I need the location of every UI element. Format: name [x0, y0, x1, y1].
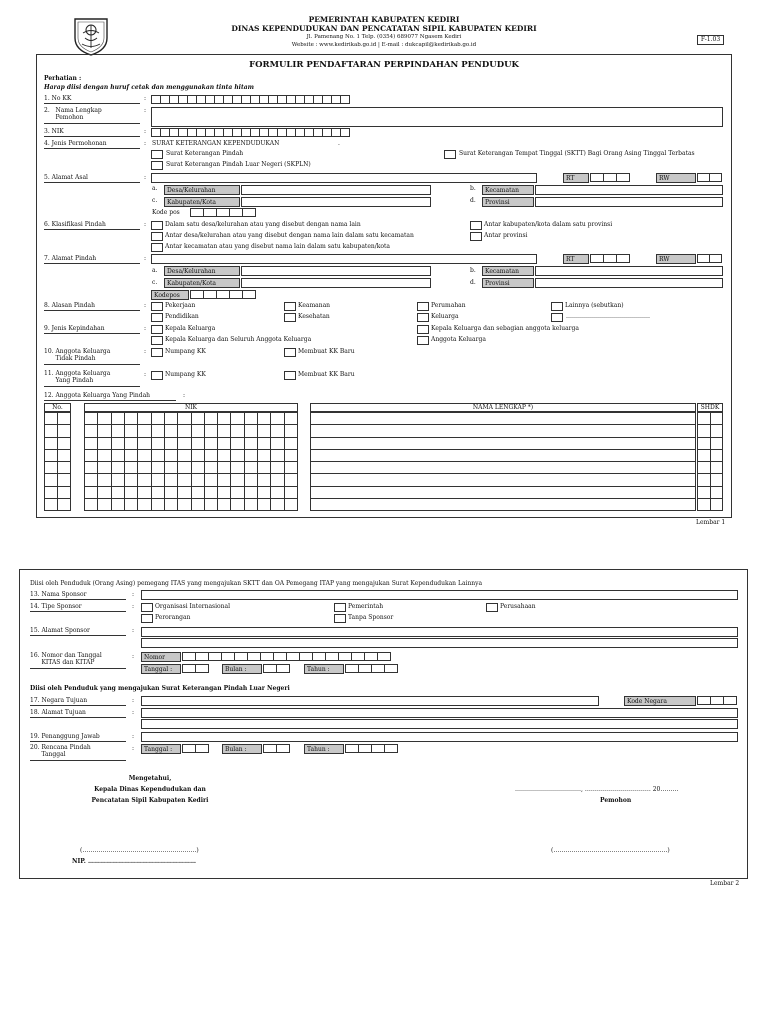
colon: : — [132, 733, 135, 740]
tipe-pemerintah-checkbox[interactable] — [334, 603, 346, 612]
negara-tujuan-field[interactable] — [141, 696, 599, 706]
notes-instruction: Harap diisi dengan huruf cetak dan menggunakan tinta hitam — [44, 84, 254, 91]
klas-o3-label: Antar kecamatan atau yang disebut nama lain dalam satu kabupaten/kota — [165, 243, 391, 250]
colon: : — [144, 140, 147, 147]
desa-asal-field[interactable] — [241, 185, 431, 195]
nama-pemohon-label: 2. Nama Lengkap Pemohon — [44, 108, 140, 124]
sig-nip[interactable]: NIP. ……………………………………………… — [72, 858, 196, 865]
s13-label: 13. Nama Sponsor — [30, 592, 126, 600]
alamat-pindah-label: 7. Alamat Pindah — [44, 256, 140, 264]
desa-pindah-field[interactable] — [241, 266, 431, 276]
s16-label: 16. Nomor dan Tanggal KITAS dan KITAP — [30, 653, 126, 669]
colon: : — [132, 653, 135, 660]
s18-label: 18. Alamat Tujuan — [30, 710, 126, 718]
alamat-asal-label: 5. Alamat Asal — [44, 175, 140, 183]
colon: : — [144, 95, 147, 102]
sig-pemohon-name[interactable]: (…………………………………………………) — [551, 847, 670, 854]
desa-label: Desa/Kelurahan — [167, 268, 216, 275]
item-a: a. — [152, 267, 158, 274]
kode-negara-label-box — [624, 696, 696, 706]
prov-pindah-label-box — [482, 278, 534, 288]
p2-intro: Diisi oleh Penduduk (Orang Asing) pemegang ITAS yang mengajukan SKTT dan OA Pemegang ITAP yang mengajukan Surat Kependudukan Lainnya — [30, 580, 483, 587]
alasan-keamanan-label: Keamanan — [298, 302, 331, 309]
akt-baru-label: Membuat KK Baru — [298, 348, 355, 355]
alasan-pendidikan-label: Pendidikan — [165, 313, 199, 320]
akp-numpang-checkbox[interactable] — [151, 371, 163, 380]
tahun-label: Tahun : — [307, 666, 330, 673]
tipe-pemerintah-label: Pemerintah — [348, 603, 384, 610]
colon: : — [132, 745, 135, 752]
alasan-keamanan-checkbox[interactable] — [284, 302, 296, 311]
kodepos-label: Kodepos — [154, 292, 180, 299]
nik-field[interactable] — [151, 128, 349, 137]
rt-asal-field[interactable] — [590, 173, 629, 182]
col-no-header: No. — [44, 403, 71, 412]
colon: : — [144, 174, 147, 181]
rt-label-box — [563, 173, 589, 183]
kab-pindah-field[interactable] — [241, 278, 431, 288]
sig-pemohon: Pemohon — [600, 797, 632, 804]
rt-pindah-label-box — [563, 254, 589, 264]
nik-label: 3. NIK — [44, 129, 140, 137]
lembar-2-label: Lembar 2 — [710, 880, 740, 887]
form-code: F-1.03 — [697, 35, 724, 45]
prov-asal-field[interactable] — [535, 197, 723, 207]
dot: . — [338, 140, 340, 147]
sig-kadis-name[interactable]: (…………………………………………………) — [80, 847, 199, 854]
jk-o1-label: Kepala Keluarga — [165, 325, 216, 332]
rw-pindah-field[interactable] — [697, 254, 721, 263]
no-kk-label: 1. No KK — [44, 96, 140, 104]
no-kk-field[interactable] — [151, 95, 349, 104]
colon: : — [144, 325, 147, 332]
jk-o2-checkbox[interactable] — [151, 336, 163, 345]
kec-pindah-field[interactable] — [535, 266, 723, 276]
alasan-lainnya-dots[interactable]: …………………………………… — [566, 313, 650, 320]
colon: : — [144, 107, 147, 114]
item-b: b. — [470, 185, 476, 192]
alamat-tujuan-field-2[interactable] — [141, 719, 738, 729]
p2-intro2: Diisi oleh Penduduk yang mengajukan Surat Keterangan Pindah Luar Negeri — [30, 685, 290, 692]
alasan-perumahan-label: Perumahan — [431, 302, 466, 309]
tipe-perusahaan-label: Perusahaan — [500, 603, 536, 610]
akp-baru-checkbox[interactable] — [284, 371, 296, 380]
colon: : — [144, 221, 147, 228]
rencana-tahun-label-box — [304, 744, 344, 754]
colon: : — [144, 348, 147, 355]
opt-skpln-label: Surat Keterangan Pindah Luar Negeri (SKPLN) — [166, 161, 311, 168]
bulan-label: Bulan : — [225, 746, 247, 753]
item-d: d. — [470, 279, 476, 286]
alamat-sponsor-field-2[interactable] — [141, 638, 738, 648]
s15-label: 15. Alamat Sponsor — [30, 628, 126, 636]
kab-asal-field[interactable] — [241, 197, 431, 207]
tipe-perorangan-label: Perorangan — [155, 614, 191, 621]
prov-label: Provinsi — [485, 199, 510, 206]
nama-sponsor-field[interactable] — [141, 590, 738, 600]
kab-asal-label-box — [164, 197, 240, 207]
tahun-label-box — [304, 664, 344, 674]
s14-label: 14. Tipe Sponsor — [30, 604, 126, 612]
klas-o2-checkbox[interactable] — [151, 232, 163, 241]
jk-o3-checkbox[interactable] — [417, 325, 429, 334]
opt-sktt-label: Surat Keterangan Tempat Tinggal (SKTT) Bagi Orang Asing Tinggal Terbatas — [459, 150, 695, 157]
kode-negara-field[interactable] — [697, 696, 736, 705]
alasan-lainnya-label: Lainnya (sebutkan) — [565, 302, 624, 309]
rencana-tahun-field[interactable] — [345, 744, 397, 753]
sig-place-date[interactable]: ……………………………, …………………………… 20……… — [515, 786, 679, 793]
alasan-pekerjaan-checkbox[interactable] — [151, 302, 163, 311]
col-shdk-header: SHDK — [697, 403, 723, 412]
dept-address: Jl. Pamenang No. 1 Telp. (0354) 689077 Ngasem Kediri — [306, 34, 462, 40]
kab-label: Kabupaten/Kota — [167, 199, 216, 206]
dept-web: Website : www.kedirikab.go.id | E-mail : dukcapil@kedirikab.go.id — [291, 42, 477, 48]
klas-o5-checkbox[interactable] — [470, 232, 482, 241]
tipe-perorangan-checkbox[interactable] — [141, 614, 153, 623]
tipe-tanpa-checkbox[interactable] — [334, 614, 346, 623]
kodepos-asal-field[interactable] — [190, 208, 255, 217]
tanggal-label: Tanggal : — [144, 666, 173, 673]
alasan-keluarga-label: Keluarga — [431, 313, 459, 320]
col-nik-cells[interactable] — [84, 412, 298, 511]
s17-label: 17. Negara Tujuan — [30, 698, 126, 706]
nama-pemohon-field[interactable] — [151, 107, 723, 127]
jk-o3-label: Kepala Keluarga dan sebagian anggota keluarga — [431, 325, 579, 332]
alasan-keluarga-checkbox[interactable] — [417, 313, 429, 322]
col-nama-header: NAMA LENGKAP *) — [310, 403, 696, 412]
kec-asal-field[interactable] — [535, 185, 723, 195]
colon: : — [132, 709, 135, 716]
penanggung-jawab-field[interactable] — [141, 732, 738, 742]
tanggal-kitas-field[interactable] — [182, 664, 208, 673]
nomor-label: Nomor — [144, 654, 166, 661]
kec-pindah-label-box — [482, 266, 534, 276]
alamat-sponsor-field[interactable] — [141, 627, 738, 637]
klas-o4-checkbox[interactable] — [470, 221, 482, 230]
kec-label: Kecamatan — [485, 187, 519, 194]
alamat-tujuan-field[interactable] — [141, 708, 738, 718]
jenis-kepindahan-label: 9. Jenis Kepindahan — [44, 326, 140, 334]
lembar-1-label: Lembar 1 — [696, 519, 726, 526]
colon: : — [132, 603, 135, 610]
rencana-tanggal-field[interactable] — [182, 744, 208, 753]
bulan-label-box — [222, 664, 262, 674]
item-d: d. — [470, 197, 476, 204]
colon: : — [132, 591, 135, 598]
jenis-permohonan-value: SURAT KETERANGAN KEPENDUDUKAN — [152, 140, 280, 147]
col-shdk-cells[interactable] — [697, 412, 723, 511]
rencana-bulan-field[interactable] — [263, 744, 289, 753]
ak-tidak-pindah-label: 10. Anggota Keluarga Tidak Pindah — [44, 349, 140, 365]
klasifikasi-label: 6. Klasifikasi Pindah — [44, 222, 140, 230]
tanggal-label-box — [141, 664, 181, 674]
alasan-pendidikan-checkbox[interactable] — [151, 313, 163, 322]
alamat-asal-field[interactable] — [151, 173, 537, 183]
tipe-org-label: Organisasi Internasional — [155, 603, 231, 610]
klas-o3-checkbox[interactable] — [151, 243, 163, 252]
nomor-label-box — [141, 652, 181, 662]
opt-skp-label: Surat Keterangan Pindah — [166, 150, 244, 157]
kode-negara-label: Kode Negara — [627, 698, 667, 705]
prov-asal-label-box — [482, 197, 534, 207]
form-title: FORMULIR PENDAFTARAN PERPINDAHAN PENDUDUK — [249, 60, 519, 70]
ak-list-label: 12. Anggota Keluarga Yang Pindah — [44, 393, 176, 401]
klas-o1-checkbox[interactable] — [151, 221, 163, 230]
rw-label-box — [656, 173, 696, 183]
akt-numpang-label: Numpang KK — [165, 348, 206, 355]
kec-asal-label-box — [482, 185, 534, 195]
colon: : — [144, 371, 147, 378]
colon: : — [144, 255, 147, 262]
col-nama-cells[interactable] — [310, 412, 696, 511]
tipe-org-checkbox[interactable] — [141, 603, 153, 612]
bulan-kitas-field[interactable] — [263, 664, 289, 673]
rw-asal-field[interactable] — [697, 173, 721, 182]
kab-label: Kabupaten/Kota — [167, 280, 216, 287]
alasan-pindah-label: 8. Alasan Pindah — [44, 303, 140, 311]
opt-sktt-checkbox[interactable] — [444, 150, 456, 159]
tipe-perusahaan-checkbox[interactable] — [486, 603, 498, 612]
alasan-perumahan-checkbox[interactable] — [417, 302, 429, 311]
bulan-label: Bulan : — [225, 666, 247, 673]
kodepos-pindah-field[interactable] — [190, 290, 255, 299]
sig-mengetahui: Mengetahui, — [128, 775, 172, 782]
alasan-lainnya-checkbox[interactable] — [551, 302, 563, 311]
kodepos-asal-label: Kode pos — [152, 209, 180, 216]
alasan-kesehatan-label: Kesehatan — [298, 313, 330, 320]
alasan-pekerjaan-label: Pekerjaan — [165, 302, 196, 309]
nomor-kitas-field[interactable] — [182, 652, 390, 661]
tahun-label: Tahun : — [307, 746, 330, 753]
notes-label: Perhatian : — [44, 75, 82, 82]
rt-pindah-field[interactable] — [590, 254, 629, 263]
dept-name: DINAS KEPENDUDUKAN DAN PENCATATAN SIPIL KABUPATEN KEDIRI — [231, 24, 537, 33]
prov-label: Provinsi — [485, 280, 510, 287]
kab-pindah-label-box — [164, 278, 240, 288]
opt-skp-checkbox[interactable] — [151, 150, 163, 159]
akt-baru-checkbox[interactable] — [284, 348, 296, 357]
rt-label: RT — [566, 256, 575, 263]
kec-label: Kecamatan — [485, 268, 519, 275]
alasan-lainnya-field-checkbox[interactable] — [551, 313, 563, 322]
klas-o4-label: Antar kabupaten/kota dalam satu provinsi — [484, 221, 613, 228]
klas-o2-label: Antar desa/kelurahan atau yang disebut dengan nama lain dalam satu kecamatan — [165, 232, 414, 239]
tanggal-label: Tanggal : — [144, 746, 173, 753]
alamat-pindah-field[interactable] — [151, 254, 537, 264]
item-c: c. — [152, 279, 158, 286]
jk-o4-label: Anggota Keluarga — [431, 336, 486, 343]
item-b: b. — [470, 267, 476, 274]
rt-label: RT — [566, 175, 575, 182]
rencana-bulan-label-box — [222, 744, 262, 754]
item-c: c. — [152, 197, 158, 204]
akp-numpang-label: Numpang KK — [165, 371, 206, 378]
rw-pindah-label-box — [656, 254, 696, 264]
colon: : — [144, 128, 147, 135]
tahun-kitas-field[interactable] — [345, 664, 397, 673]
item-a: a. — [152, 185, 158, 192]
klas-o5-label: Antar provinsi — [484, 232, 528, 239]
col-no-cells[interactable] — [44, 412, 71, 511]
colon: : — [132, 627, 135, 634]
ak-pindah-label: 11. Anggota Keluarga Yang Pindah — [44, 371, 140, 387]
sig-kepala: Kepala Dinas Kependudukan dan — [94, 786, 206, 793]
colon: : — [132, 697, 135, 704]
desa-asal-label-box — [164, 185, 240, 195]
sig-pencatatan: Pencatatan Sipil Kabupaten Kediri — [91, 797, 209, 804]
jk-o1-checkbox[interactable] — [151, 325, 163, 334]
opt-skpln-checkbox[interactable] — [151, 161, 163, 170]
col-nik-header: NIK — [84, 403, 298, 412]
desa-label: Desa/Kelurahan — [167, 187, 216, 194]
akt-numpang-checkbox[interactable] — [151, 348, 163, 357]
jk-o2-label: Kepala Keluarga dan Seluruh Anggota Keluarga — [165, 336, 312, 343]
jenis-permohonan-label: 4. Jenis Permohonan — [44, 141, 140, 149]
rencana-tanggal-label-box — [141, 744, 181, 754]
kodepos-pindah-label-box — [151, 290, 189, 300]
s19-label: 19. Penanggung Jawab — [30, 734, 126, 742]
tipe-tanpa-label: Tanpa Sponsor — [348, 614, 394, 621]
desa-pindah-label-box — [164, 266, 240, 276]
s20-label: 20. Rencana Pindah Tanggal — [30, 745, 126, 761]
colon: : — [144, 302, 147, 309]
alasan-kesehatan-checkbox[interactable] — [284, 313, 296, 322]
jk-o4-checkbox[interactable] — [417, 336, 429, 345]
rw-label: RW — [659, 256, 670, 263]
prov-pindah-field[interactable] — [535, 278, 723, 288]
colon: : — [183, 392, 186, 399]
klas-o1-label: Dalam satu desa/kelurahan atau yang disebut dengan nama lain — [165, 221, 361, 228]
rw-label: RW — [659, 175, 670, 182]
gov-name: PEMERINTAH KABUPATEN KEDIRI — [308, 15, 460, 24]
akp-baru-label: Membuat KK Baru — [298, 371, 355, 378]
